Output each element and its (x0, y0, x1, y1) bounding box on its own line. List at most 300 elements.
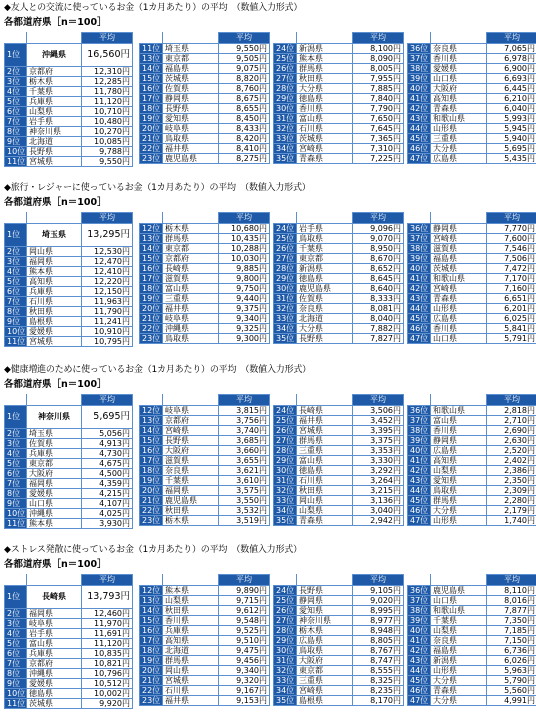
rank-cell: 41位 (408, 274, 431, 284)
table-row (408, 64, 536, 74)
value-cell: 6,978円 (487, 54, 536, 64)
table-row (408, 254, 536, 264)
table-row (140, 626, 270, 636)
prefecture-cell: 香川県 (297, 104, 353, 114)
rank-cell: 26位 (274, 606, 297, 616)
table-row (5, 659, 133, 669)
prefecture-cell: 静岡県 (431, 224, 487, 234)
value-cell: 5,695円 (487, 144, 536, 154)
rank-cell: 13位 (140, 416, 163, 426)
value-cell: 3,452円 (353, 416, 404, 426)
rank-cell: 42位 (408, 466, 431, 476)
table-row (274, 406, 404, 416)
table-row (274, 334, 404, 344)
table-row (274, 234, 404, 244)
prefecture-cell: 大分県 (431, 696, 487, 706)
value-cell: 9,715円 (219, 596, 270, 606)
table-row (274, 426, 404, 436)
value-cell: 7,160円 (487, 284, 536, 294)
table-row (140, 496, 270, 506)
table-row (140, 54, 270, 64)
value-cell: 3,330円 (353, 456, 404, 466)
prefecture-cell: 熊本県 (163, 586, 219, 596)
prefecture-cell: 富山県 (431, 416, 487, 426)
rank-cell: 34位 (274, 144, 297, 154)
prefecture-cell: 宮城県 (297, 426, 353, 436)
rank-cell: 31位 (274, 656, 297, 666)
prefecture-cell: 宮崎県 (431, 284, 487, 294)
value-cell: 9,070円 (353, 234, 404, 244)
value-cell: 9,105円 (353, 586, 404, 596)
prefecture-cell: 佐賀県 (163, 84, 219, 94)
rank-cell: 28位 (274, 84, 297, 94)
header-blank (140, 575, 163, 586)
prefecture-cell: 千葉県 (297, 244, 353, 254)
prefecture-cell: 静岡県 (297, 596, 353, 606)
value-cell: 10,480円 (82, 117, 133, 127)
table-row (5, 157, 133, 167)
table-row (5, 147, 133, 157)
table-row (274, 466, 404, 476)
rank-cell: 18位 (140, 646, 163, 656)
rank-cell: 36位 (408, 224, 431, 234)
value-cell: 12,150円 (82, 287, 133, 297)
prefecture-cell: 大分県 (431, 676, 487, 686)
rank-cell: 47位 (408, 696, 431, 706)
table-row (5, 44, 133, 67)
rank-cell: 4位 (5, 87, 27, 97)
rank-cell: 5位 (5, 97, 27, 107)
value-cell: 7,877円 (487, 606, 536, 616)
value-cell: 10,435円 (219, 234, 270, 244)
value-cell: 6,026円 (487, 656, 536, 666)
value-cell: 10,795円 (82, 337, 133, 347)
prefecture-cell: 岡山県 (297, 496, 353, 506)
table-row (5, 137, 133, 147)
prefecture-cell: 三重県 (297, 676, 353, 686)
value-cell: 4,025円 (82, 509, 133, 519)
header-average: 平均 (487, 33, 536, 44)
prefecture-cell: 秋田県 (297, 74, 353, 84)
header-blank (140, 33, 163, 44)
value-cell: 7,546円 (487, 244, 536, 254)
value-cell: 7,506円 (487, 254, 536, 264)
table-row (408, 54, 536, 64)
rank-cell: 11位 (140, 44, 163, 54)
prefecture-cell: 秋田県 (27, 307, 82, 317)
table-row (274, 154, 404, 164)
rank-cell: 21位 (140, 496, 163, 506)
table-header (408, 213, 536, 224)
header-blank (431, 575, 487, 586)
value-cell: 8,235円 (353, 686, 404, 696)
table-row (408, 406, 536, 416)
prefecture-cell: 群馬県 (163, 656, 219, 666)
rank-cell: 35位 (274, 696, 297, 706)
prefecture-cell: 奈良県 (297, 304, 353, 314)
table-row (5, 267, 133, 277)
prefecture-cell: 鹿児島県 (163, 496, 219, 506)
table-row (274, 124, 404, 134)
rank-cell: 39位 (408, 616, 431, 626)
value-cell: 3,550円 (219, 496, 270, 506)
prefecture-cell: 大分県 (297, 84, 353, 94)
table-row (408, 696, 536, 706)
header-average: 平均 (487, 575, 536, 586)
table-row (408, 626, 536, 636)
value-cell: 9,340円 (219, 666, 270, 676)
prefecture-cell: 秋田県 (297, 486, 353, 496)
prefecture-cell: 沖縄県 (163, 324, 219, 334)
table-row (408, 274, 536, 284)
table-row (408, 446, 536, 456)
table-row (408, 284, 536, 294)
value-cell: 9,153円 (219, 696, 270, 706)
value-cell: 10,085円 (82, 137, 133, 147)
value-cell: 7,650円 (353, 114, 404, 124)
table-row (140, 134, 270, 144)
rank-cell: 14位 (140, 244, 163, 254)
table-row (274, 626, 404, 636)
rank-cell: 25位 (274, 416, 297, 426)
prefecture-cell: 長野県 (297, 586, 353, 596)
value-cell: 8,040円 (353, 314, 404, 324)
rank-cell: 16位 (140, 626, 163, 636)
rank-cell: 46位 (408, 144, 431, 154)
rank-cell: 11位 (5, 519, 27, 529)
table-row (408, 154, 536, 164)
header-blank (297, 213, 353, 224)
value-cell: 10,821円 (82, 659, 133, 669)
prefecture-cell: 宮城県 (163, 676, 219, 686)
ranking-table (139, 574, 270, 706)
table-row (274, 114, 404, 124)
prefecture-cell: 岐阜県 (163, 314, 219, 324)
header-blank (27, 33, 82, 44)
header-blank (408, 213, 431, 224)
value-cell: 9,890円 (219, 586, 270, 596)
value-cell: 6,693円 (487, 74, 536, 84)
table-row (5, 469, 133, 479)
section-subtitle: 各都道府県［n＝100］ (4, 17, 107, 29)
prefecture-cell: 青森県 (297, 516, 353, 526)
value-cell: 7,150円 (487, 636, 536, 646)
prefecture-cell: 富山県 (27, 639, 82, 649)
value-cell: 6,040円 (487, 104, 536, 114)
table-row (274, 64, 404, 74)
prefecture-cell: 茨城県 (297, 134, 353, 144)
value-cell: 12,220円 (82, 277, 133, 287)
prefecture-cell: 岡山県 (163, 666, 219, 676)
value-cell: 8,170円 (353, 696, 404, 706)
prefecture-cell: 長野県 (163, 436, 219, 446)
value-cell: 9,525円 (219, 626, 270, 636)
prefecture-cell: 高知県 (27, 277, 82, 287)
rank-cell: 41位 (408, 456, 431, 466)
ranking-section (0, 182, 536, 360)
table-row (5, 489, 133, 499)
value-cell: 8,005円 (353, 64, 404, 74)
rank-cell: 32位 (274, 666, 297, 676)
value-cell: 9,020円 (353, 596, 404, 606)
rank-cell: 40位 (408, 84, 431, 94)
rank-cell: 23位 (140, 696, 163, 706)
table-row (408, 616, 536, 626)
value-cell: 10,710円 (82, 107, 133, 117)
prefecture-cell: 福井県 (163, 304, 219, 314)
prefecture-cell: 東京都 (163, 244, 219, 254)
rank-cell: 21位 (140, 676, 163, 686)
header-blank (431, 33, 487, 44)
header-average: 平均 (353, 575, 404, 586)
prefecture-cell: 京都府 (163, 416, 219, 426)
table-row (408, 476, 536, 486)
prefecture-cell: 青森県 (297, 154, 353, 164)
prefecture-cell: 長崎県 (297, 406, 353, 416)
ranking-section (0, 2, 536, 180)
value-cell: 8,555円 (353, 666, 404, 676)
prefecture-cell: 山梨県 (27, 107, 82, 117)
rank-cell: 9位 (5, 499, 27, 509)
table-row (140, 334, 270, 344)
header-blank (431, 213, 487, 224)
prefecture-cell: 兵庫県 (27, 649, 82, 659)
prefecture-cell: 広島県 (431, 446, 487, 456)
table-row (5, 67, 133, 77)
prefecture-cell: 徳島県 (297, 274, 353, 284)
prefecture-cell: 山形県 (431, 516, 487, 526)
table-row (140, 596, 270, 606)
rank-cell: 31位 (274, 476, 297, 486)
rank-cell: 23位 (140, 516, 163, 526)
prefecture-cell: 京都府 (163, 254, 219, 264)
header-blank (27, 575, 82, 586)
rank-cell: 20位 (140, 486, 163, 496)
rank-cell: 12位 (140, 586, 163, 596)
header-blank (274, 33, 297, 44)
table-header (5, 395, 133, 406)
rank-cell: 42位 (408, 104, 431, 114)
value-cell: 8,805円 (353, 636, 404, 646)
rank-cell: 27位 (274, 254, 297, 264)
table-row (140, 104, 270, 114)
table-row (408, 144, 536, 154)
table-row (408, 324, 536, 334)
value-cell: 6,201円 (487, 304, 536, 314)
prefecture-cell: 山口県 (431, 74, 487, 84)
rank-cell: 6位 (5, 649, 27, 659)
rank-cell: 40位 (408, 446, 431, 456)
prefecture-cell: 沖縄県 (27, 509, 82, 519)
rank-cell: 44位 (408, 666, 431, 676)
table-row (274, 324, 404, 334)
value-cell: 10,910円 (82, 327, 133, 337)
rank-cell: 30位 (274, 466, 297, 476)
value-cell: 8,016円 (487, 596, 536, 606)
value-cell: 2,630円 (487, 436, 536, 446)
table-row (5, 287, 133, 297)
value-cell: 8,950円 (353, 244, 404, 254)
table-header (408, 395, 536, 406)
value-cell: 10,835円 (82, 649, 133, 659)
prefecture-cell: 滋賀県 (163, 456, 219, 466)
header-average: 平均 (219, 575, 270, 586)
rank-cell: 22位 (140, 506, 163, 516)
value-cell: 7,472円 (487, 264, 536, 274)
value-cell: 8,948円 (353, 626, 404, 636)
table-row (5, 699, 133, 709)
prefecture-cell: 山口県 (431, 334, 487, 344)
value-cell: 3,575円 (219, 486, 270, 496)
table-row (408, 686, 536, 696)
rank-cell: 22位 (140, 324, 163, 334)
prefecture-cell: 岩手県 (297, 224, 353, 234)
rank-cell: 7位 (5, 659, 27, 669)
table-row (140, 416, 270, 426)
table-row (5, 307, 133, 317)
value-cell: 12,460円 (82, 609, 133, 619)
value-cell: 4,215円 (82, 489, 133, 499)
rank-cell: 13位 (140, 234, 163, 244)
value-cell: 7,365円 (353, 134, 404, 144)
table-row (408, 114, 536, 124)
prefecture-cell: 岩手県 (27, 629, 82, 639)
ranking-table (273, 394, 404, 526)
table-row (408, 416, 536, 426)
rank-cell: 19位 (140, 656, 163, 666)
rank-cell: 15位 (140, 436, 163, 446)
prefecture-cell: 長崎県 (163, 264, 219, 274)
rank-cell: 40位 (408, 626, 431, 636)
table-row (274, 274, 404, 284)
table-row (5, 649, 133, 659)
value-cell: 3,740円 (219, 426, 270, 436)
value-cell: 10,796円 (82, 669, 133, 679)
table-row (5, 629, 133, 639)
prefecture-cell: 長野県 (297, 334, 353, 344)
table-row (140, 114, 270, 124)
value-cell: 4,359円 (82, 479, 133, 489)
prefecture-cell: 和歌山県 (431, 114, 487, 124)
table-row (274, 456, 404, 466)
value-cell: 6,736円 (487, 646, 536, 656)
rank-cell: 37位 (408, 416, 431, 426)
value-cell: 8,333円 (353, 294, 404, 304)
rank-cell: 9位 (5, 317, 27, 327)
table-header (408, 33, 536, 44)
prefecture-cell: 神奈川県 (27, 127, 82, 137)
prefecture-cell: 大分県 (431, 144, 487, 154)
header-blank (297, 33, 353, 44)
prefecture-cell: 秋田県 (163, 506, 219, 516)
prefecture-cell: 新潟県 (431, 656, 487, 666)
prefecture-cell: 茨城県 (431, 264, 487, 274)
table-row (274, 416, 404, 426)
rank-cell: 4位 (5, 629, 27, 639)
value-cell: 3,519円 (219, 516, 270, 526)
table-row (140, 234, 270, 244)
rank-cell: 38位 (408, 64, 431, 74)
value-cell: 8,977円 (353, 616, 404, 626)
prefecture-cell: 福岡県 (163, 486, 219, 496)
rank-cell: 4位 (5, 267, 27, 277)
value-cell: 8,090円 (353, 54, 404, 64)
rank-cell: 1位 (5, 44, 27, 67)
prefecture-cell: 佐賀県 (297, 294, 353, 304)
rank-cell: 11位 (5, 337, 27, 347)
prefecture-cell: 京都府 (27, 67, 82, 77)
table-row (274, 304, 404, 314)
rank-cell: 32位 (274, 486, 297, 496)
table-row (274, 446, 404, 456)
table-row (274, 646, 404, 656)
rank-cell: 5位 (5, 277, 27, 287)
prefecture-cell: 石川県 (297, 124, 353, 134)
rank-cell: 31位 (274, 294, 297, 304)
header-blank (431, 395, 487, 406)
rank-cell: 33位 (274, 496, 297, 506)
value-cell: 16,560円 (82, 44, 133, 67)
prefecture-cell: 沖縄県 (27, 44, 82, 67)
value-cell: 3,621円 (219, 466, 270, 476)
rank-cell: 10位 (5, 327, 27, 337)
prefecture-cell: 香川県 (431, 426, 487, 436)
table-row (140, 466, 270, 476)
header-blank (408, 395, 431, 406)
value-cell: 9,920円 (82, 699, 133, 709)
prefecture-cell: 愛媛県 (431, 64, 487, 74)
prefecture-cell: 山形県 (431, 124, 487, 134)
value-cell: 5,056円 (82, 429, 133, 439)
value-cell: 8,433円 (219, 124, 270, 134)
value-cell: 8,325円 (353, 676, 404, 686)
value-cell: 11,691円 (82, 629, 133, 639)
table-row (408, 124, 536, 134)
table-row (5, 327, 133, 337)
rank-cell: 45位 (408, 496, 431, 506)
table-row (140, 254, 270, 264)
rank-cell: 45位 (408, 314, 431, 324)
rank-cell: 45位 (408, 676, 431, 686)
section-subtitle: 各都道府県［n＝100］ (4, 559, 107, 571)
table-row (5, 77, 133, 87)
prefecture-cell: 群馬県 (297, 436, 353, 446)
value-cell: 2,942円 (353, 516, 404, 526)
table-header (140, 213, 270, 224)
header-blank (297, 575, 353, 586)
table-row (274, 596, 404, 606)
value-cell: 4,991円 (487, 696, 536, 706)
rank-cell: 16位 (140, 84, 163, 94)
value-cell: 5,963円 (487, 666, 536, 676)
prefecture-cell: 宮崎県 (163, 426, 219, 436)
value-cell: 5,790円 (487, 676, 536, 686)
prefecture-cell: 富山県 (297, 456, 353, 466)
value-cell: 13,295円 (82, 224, 133, 247)
table-row (408, 506, 536, 516)
table-row (274, 436, 404, 446)
table-header (274, 33, 404, 44)
rank-cell: 7位 (5, 479, 27, 489)
rank-cell: 28位 (274, 626, 297, 636)
rank-cell: 42位 (408, 284, 431, 294)
header-blank (163, 575, 219, 586)
table-row (140, 506, 270, 516)
table-row (274, 44, 404, 54)
rank-cell: 29位 (274, 456, 297, 466)
value-cell: 3,610円 (219, 476, 270, 486)
value-cell: 12,530円 (82, 247, 133, 257)
